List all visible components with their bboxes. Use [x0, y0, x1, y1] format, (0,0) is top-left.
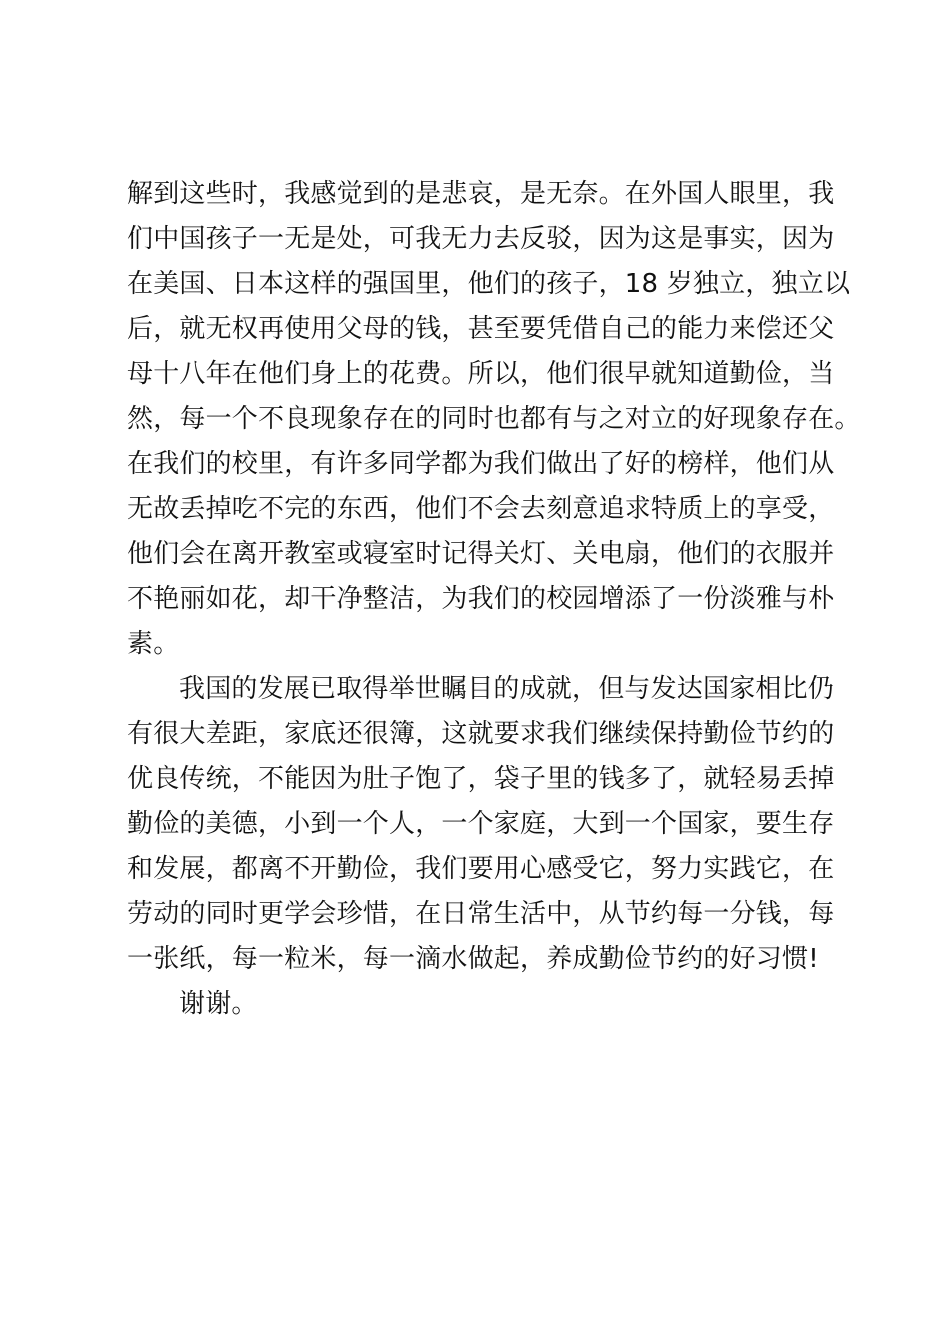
closing-line: 谢谢。: [179, 989, 258, 1019]
text-line: 然，每一个不良现象存在的同时也都有与之对立的好现象存在。: [127, 404, 861, 434]
text-line: 不艳丽如花，却干净整洁，为我们的校园增添了一份淡雅与朴: [127, 584, 835, 614]
body-text: [127, 172, 861, 1027]
text-line: 后，就无权再使用父母的钱，甚至要凭借自己的能力来偿还父: [127, 314, 835, 344]
text-line: 和发展，都离不开勤俭，我们要用心感受它，努力实践它，在: [127, 854, 835, 884]
text-line: 他们会在离开教室或寝室时记得关灯、关电扇，他们的衣服并: [127, 539, 835, 569]
text-line: 在我们的校里，有许多同学都为我们做出了好的榜样，他们从: [127, 449, 835, 479]
text-line: 们中国孩子一无是处，可我无力去反驳，因为这是事实，因为: [127, 224, 835, 254]
text-line: 无故丢掉吃不完的东西，他们不会去刻意追求特质上的享受，: [127, 494, 835, 524]
text-line: 母十八年在他们身上的花费。所以，他们很早就知道勤俭，当: [127, 359, 835, 389]
text-line: 素。: [127, 629, 180, 659]
text-line: 在美国、日本这样的强国里，他们的孩子，18 岁独立，独立以: [127, 269, 851, 299]
text-line: 劳动的同时更学会珍惜，在日常生活中，从节约每一分钱，每: [127, 899, 835, 929]
paragraph-start-line: 我国的发展已取得举世瞩目的成就，但与发达国家相比仍: [179, 674, 835, 704]
text-line: 优良传统，不能因为肚子饱了，袋子里的钱多了，就轻易丢掉: [127, 764, 835, 794]
text-line: 勤俭的美德，小到一个人，一个家庭，大到一个国家，要生存: [127, 809, 835, 839]
text-line: 有很大差距，家底还很簿，这就要求我们继续保持勤俭节约的: [127, 719, 835, 749]
text-line: 一张纸，每一粒米，每一滴水做起，养成勤俭节约的好习惯!: [127, 944, 819, 974]
text-line: 解到这些时，我感觉到的是悲哀，是无奈。在外国人眼里，我: [127, 179, 835, 209]
